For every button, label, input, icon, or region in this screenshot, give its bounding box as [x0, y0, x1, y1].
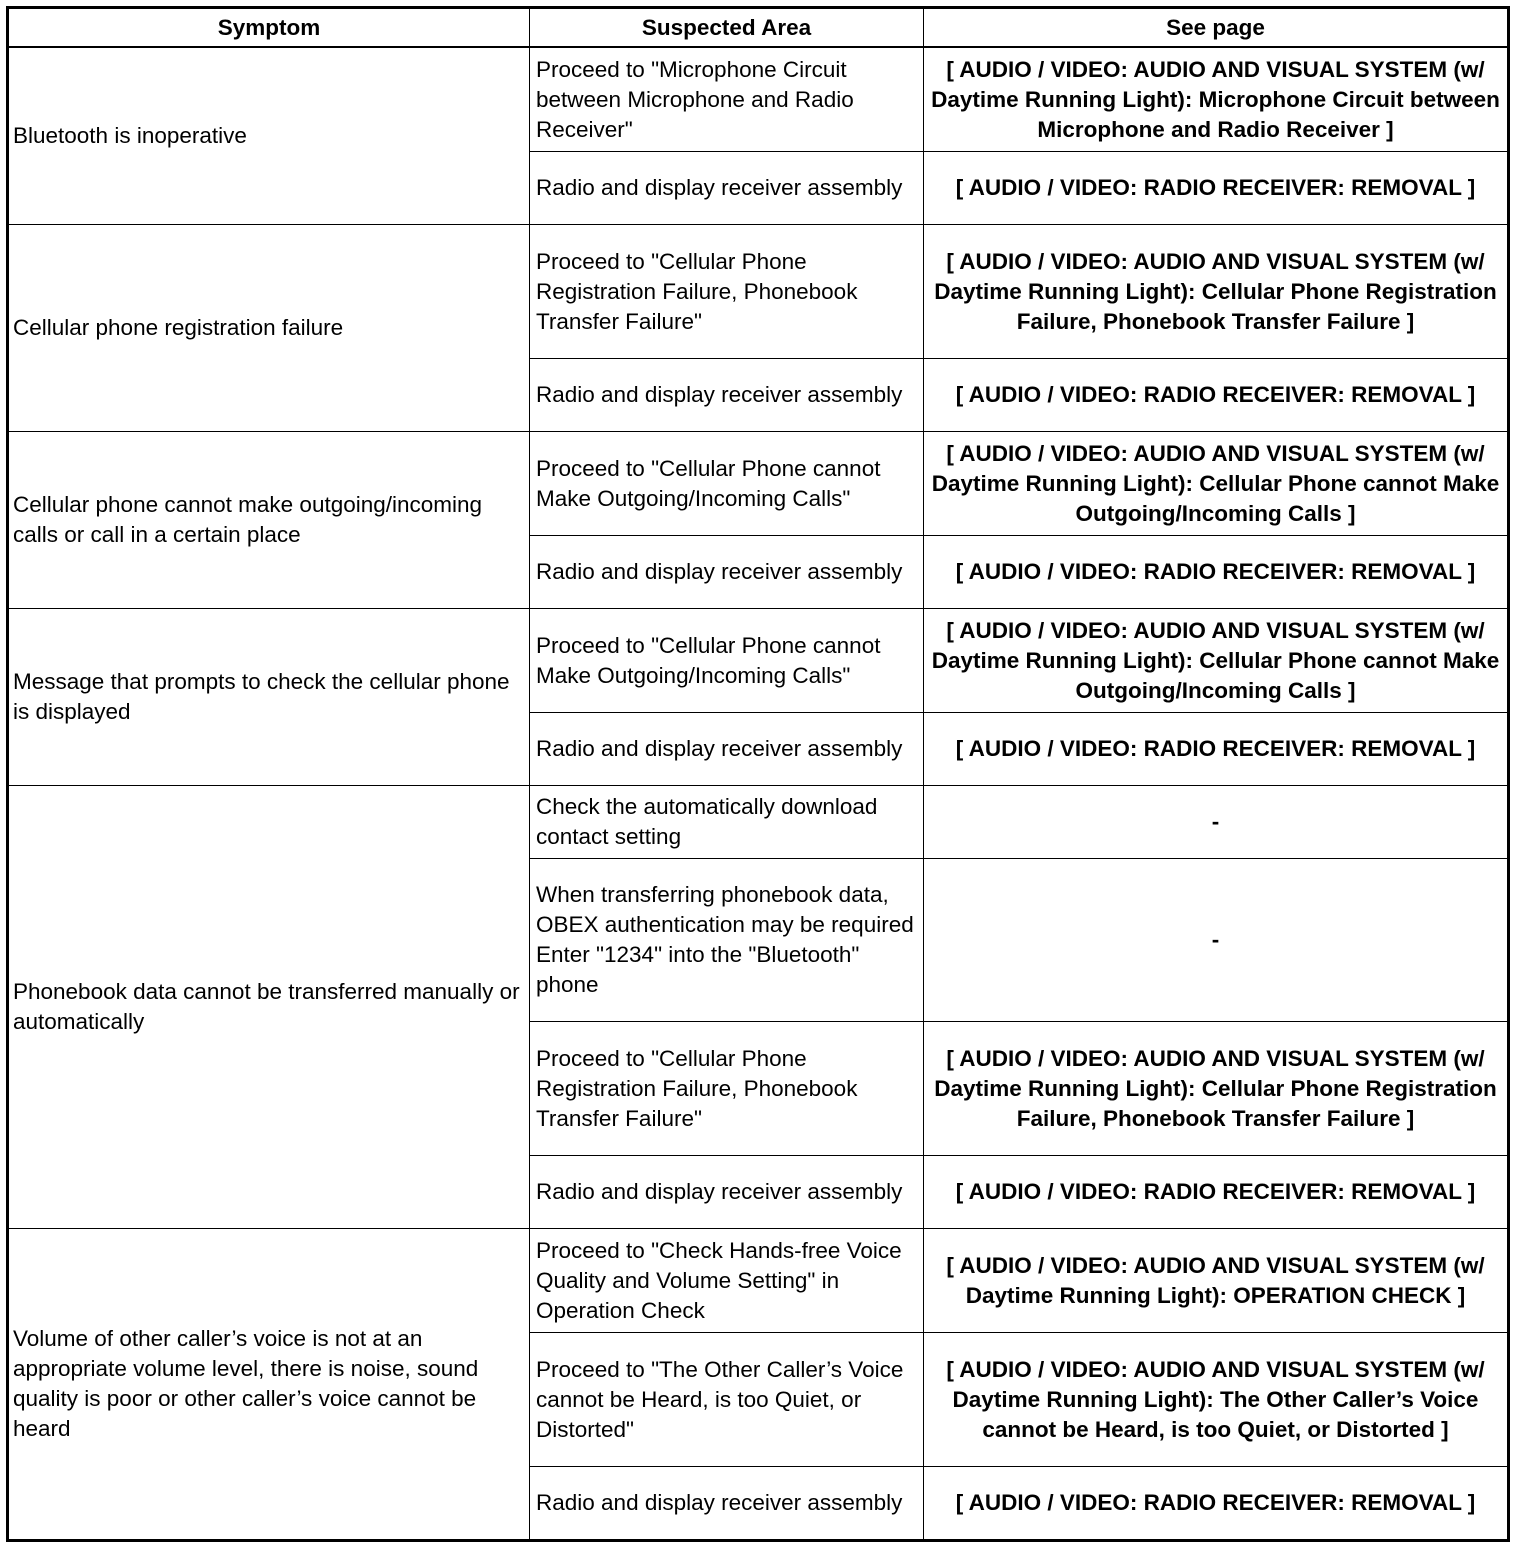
symptom-cell: Cellular phone registration failure [8, 225, 530, 432]
see-page-reference: [ AUDIO / VIDEO: AUDIO AND VISUAL SYSTEM (w/ Daytime Running Light): Cellular Phone cannot Make Outgoing/Incoming Calls ] [924, 609, 1509, 713]
suspected-area-cell [530, 713, 924, 786]
suspected-area-text: Radio and display receiver assembly [536, 736, 903, 761]
suspected-area-text: When transferring phonebook data, OBEX authentication may be required [536, 882, 914, 937]
suspected-area-text: Radio and display receiver assembly [536, 559, 903, 584]
suspected-area-text: Radio and display receiver assembly [536, 1179, 903, 1204]
symptom-cell: Cellular phone cannot make outgoing/incoming calls or call in a certain place [8, 432, 530, 609]
see-page-reference: [ AUDIO / VIDEO: RADIO RECEIVER: REMOVAL ] [924, 536, 1509, 609]
symptom-cell: Phonebook data cannot be transferred manually or automatically [8, 786, 530, 1229]
suspected-area-cell [530, 152, 924, 225]
suspected-area-text: Enter "1234" into the "Bluetooth" phone [536, 942, 860, 997]
suspected-area-cell [530, 1467, 924, 1541]
suspected-area-text: Check the automatically download contact setting [536, 794, 878, 849]
suspected-area-cell [530, 359, 924, 432]
see-page-reference: [ AUDIO / VIDEO: RADIO RECEIVER: REMOVAL ] [924, 713, 1509, 786]
see-page-reference: [ AUDIO / VIDEO: AUDIO AND VISUAL SYSTEM (w/ Daytime Running Light): Cellular Phone Registration Failure, Phonebook Transfer Failure ] [924, 1022, 1509, 1156]
see-page-reference: [ AUDIO / VIDEO: RADIO RECEIVER: REMOVAL ] [924, 1156, 1509, 1229]
suspected-area-text: Proceed to "The Other Caller’s Voice cannot be Heard, is too Quiet, or Distorted" [536, 1356, 904, 1442]
suspected-area-cell [530, 432, 924, 536]
see-page-reference: [ AUDIO / VIDEO: AUDIO AND VISUAL SYSTEM (w/ Daytime Running Light): Cellular Phone cannot Make Outgoing/Incoming Calls ] [924, 432, 1509, 536]
suspected-area-cell [530, 1229, 924, 1333]
suspected-area-cell [530, 609, 924, 713]
suspected-area-cell [530, 225, 924, 359]
header-see-page: See page [924, 8, 1509, 48]
see-page-reference: [ AUDIO / VIDEO: RADIO RECEIVER: REMOVAL ] [924, 152, 1509, 225]
table-body [8, 47, 1509, 1541]
symptom-cell: Message that prompts to check the cellular phone is displayed [8, 609, 530, 786]
suspected-area-cell [530, 1156, 924, 1229]
suspected-area-cell [530, 536, 924, 609]
table-row [8, 47, 1509, 152]
header-symptom: Symptom [8, 8, 530, 48]
table-row [8, 225, 1509, 359]
symptom-cell: Volume of other caller’s voice is not at an appropriate volume level, there is noise, sound quality is poor or other caller’s voice cannot be heard [8, 1229, 530, 1541]
table-row [8, 609, 1509, 713]
see-page-reference: [ AUDIO / VIDEO: RADIO RECEIVER: REMOVAL ] [924, 359, 1509, 432]
header-suspected-area: Suspected Area [530, 8, 924, 48]
suspected-area-text: Radio and display receiver assembly [536, 175, 903, 200]
suspected-area-cell [530, 859, 924, 1022]
see-page-reference: [ AUDIO / VIDEO: AUDIO AND VISUAL SYSTEM (w/ Daytime Running Light): OPERATION CHECK ] [924, 1229, 1509, 1333]
suspected-area-cell [530, 1333, 924, 1467]
suspected-area-cell [530, 47, 924, 152]
see-page-reference: - [924, 859, 1509, 1022]
suspected-area-text: Proceed to "Cellular Phone Registration Failure, Phonebook Transfer Failure" [536, 248, 858, 334]
suspected-area-cell [530, 1022, 924, 1156]
see-page-reference: [ AUDIO / VIDEO: AUDIO AND VISUAL SYSTEM (w/ Daytime Running Light): The Other Caller’s Voice cannot be Heard, is too Quiet, or Distorted ] [924, 1333, 1509, 1467]
suspected-area-text: Proceed to "Cellular Phone cannot Make Outgoing/Incoming Calls" [536, 632, 881, 688]
header-row [8, 8, 1509, 48]
table-row [8, 1229, 1509, 1333]
suspected-area-text: Proceed to "Cellular Phone Registration Failure, Phonebook Transfer Failure" [536, 1045, 858, 1131]
table-row [8, 786, 1509, 859]
suspected-area-text: Proceed to "Cellular Phone cannot Make Outgoing/Incoming Calls" [536, 455, 881, 511]
see-page-reference: - [924, 786, 1509, 859]
table-row [8, 432, 1509, 536]
see-page-reference: [ AUDIO / VIDEO: AUDIO AND VISUAL SYSTEM (w/ Daytime Running Light): Cellular Phone Registration Failure, Phonebook Transfer Failure ] [924, 225, 1509, 359]
suspected-area-text: Radio and display receiver assembly [536, 382, 903, 407]
see-page-reference: [ AUDIO / VIDEO: AUDIO AND VISUAL SYSTEM (w/ Daytime Running Light): Microphone Circuit between Microphone and Radio Receiver ] [924, 47, 1509, 152]
symptom-cell: Bluetooth is inoperative [8, 47, 530, 225]
suspected-area-text: Radio and display receiver assembly [536, 1490, 903, 1515]
suspected-area-text: Proceed to "Check Hands-free Voice Quality and Volume Setting" in Operation Check [536, 1237, 902, 1323]
suspected-area-cell [530, 786, 924, 859]
symptom-table [6, 6, 1510, 1542]
table-header [8, 8, 1509, 48]
suspected-area-text: Proceed to "Microphone Circuit between Microphone and Radio Receiver" [536, 56, 854, 142]
see-page-reference: [ AUDIO / VIDEO: RADIO RECEIVER: REMOVAL ] [924, 1467, 1509, 1541]
